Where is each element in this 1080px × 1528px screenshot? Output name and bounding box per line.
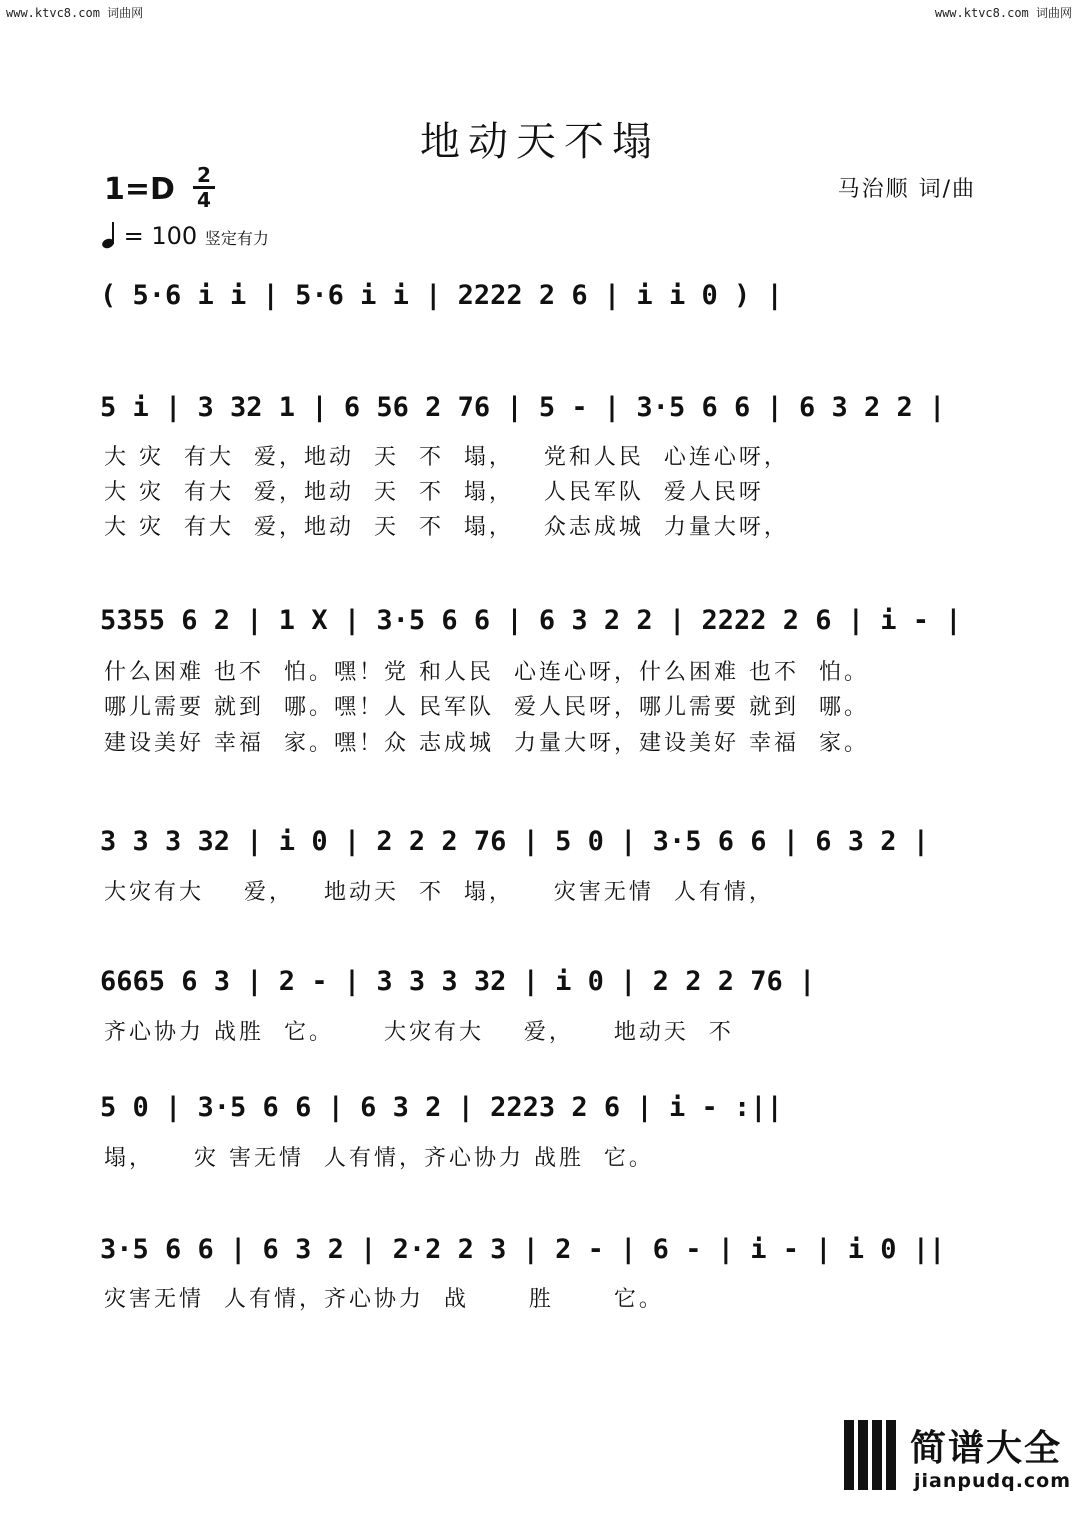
- system-3-lyrics: 大灾有大 爱， 地动天 不 塌， 灾害无情 人有情，: [104, 880, 774, 905]
- song-title: 地动天不塌: [420, 119, 660, 165]
- system-6-notation: 3·5 6 6 | 6 3 2 | 2·2 2 3 | 2 - | 6 - | i - | i 0 ||: [100, 1234, 946, 1265]
- system-1-notation: 5 i | 3 32 1 | 6 56 2 76 | 5 - | 3·5 6 6 | 6 3 2 2 |: [100, 392, 946, 423]
- piano-keys-icon: [844, 1420, 900, 1490]
- tempo-expression: 竖定有力: [204, 229, 269, 248]
- system-4-lyrics: 齐心协力 战胜 它。 大灾有大 爱， 地动天 不: [104, 1020, 734, 1045]
- time-signature-top: 2: [197, 163, 211, 187]
- quarter-note-icon: [100, 222, 116, 248]
- logo-brand: 简谱大全: [910, 1428, 1063, 1469]
- watermark-right: www.ktvc8.com 词曲网: [934, 6, 1072, 20]
- composer-credit: 马治顺 词/曲: [837, 177, 976, 202]
- key-signature: 1=D: [104, 172, 175, 207]
- system-2-notation: 5355 6 2 | 1 X | 3·5 6 6 | 6 3 2 2 | 2222 2 6 | i - |: [100, 605, 962, 636]
- tempo-value: = 100: [123, 222, 198, 250]
- intro-notation: ( 5·6 i i | 5·6 i i | 2222 2 6 | i i 0 ) |: [100, 280, 783, 311]
- system-2-lyrics-verse-3: 建设美好 幸福 家。嘿！众 志成城 力量大呀，建设美好 幸福 家。: [104, 731, 869, 756]
- system-6-lyrics: 灾害无情 人有情，齐心协力 战 胜 它。: [104, 1287, 664, 1312]
- logo-url: jianpudq.com: [914, 1470, 1072, 1492]
- time-signature-bottom: 4: [197, 188, 211, 212]
- watermark-left: www.ktvc8.com 词曲网: [6, 6, 144, 20]
- system-1-lyrics-verse-3: 大 灾 有大 爱，地动 天 不 塌， 众志成城 力量大呀，: [104, 515, 789, 540]
- system-1-lyrics-verse-2: 大 灾 有大 爱，地动 天 不 塌， 人民军队 爱人民呀: [104, 480, 764, 505]
- system-2-lyrics-verse-1: 什么困难 也不 怕。嘿！党 和人民 心连心呀，什么困难 也不 怕。: [104, 660, 869, 685]
- time-signature: [193, 165, 215, 210]
- system-4-notation: 6665 6 3 | 2 - | 3 3 3 32 | i 0 | 2 2 2 76 |: [100, 966, 816, 997]
- site-logo: [844, 1420, 1072, 1508]
- system-5-lyrics: 塌， 灾 害无情 人有情，齐心协力 战胜 它。: [104, 1146, 654, 1171]
- system-5-notation: 5 0 | 3·5 6 6 | 6 3 2 | 2223 2 6 | i - :||: [100, 1092, 783, 1123]
- system-2-lyrics-verse-2: 哪儿需要 就到 哪。嘿！人 民军队 爱人民呀，哪儿需要 就到 哪。: [104, 695, 869, 720]
- system-1-lyrics-verse-1: 大 灾 有大 爱，地动 天 不 塌， 党和人民 心连心呀，: [104, 445, 789, 470]
- system-3-notation: 3 3 3 32 | i 0 | 2 2 2 76 | 5 0 | 3·5 6 6 | 6 3 2 |: [100, 826, 930, 857]
- tempo-marking: [100, 222, 269, 250]
